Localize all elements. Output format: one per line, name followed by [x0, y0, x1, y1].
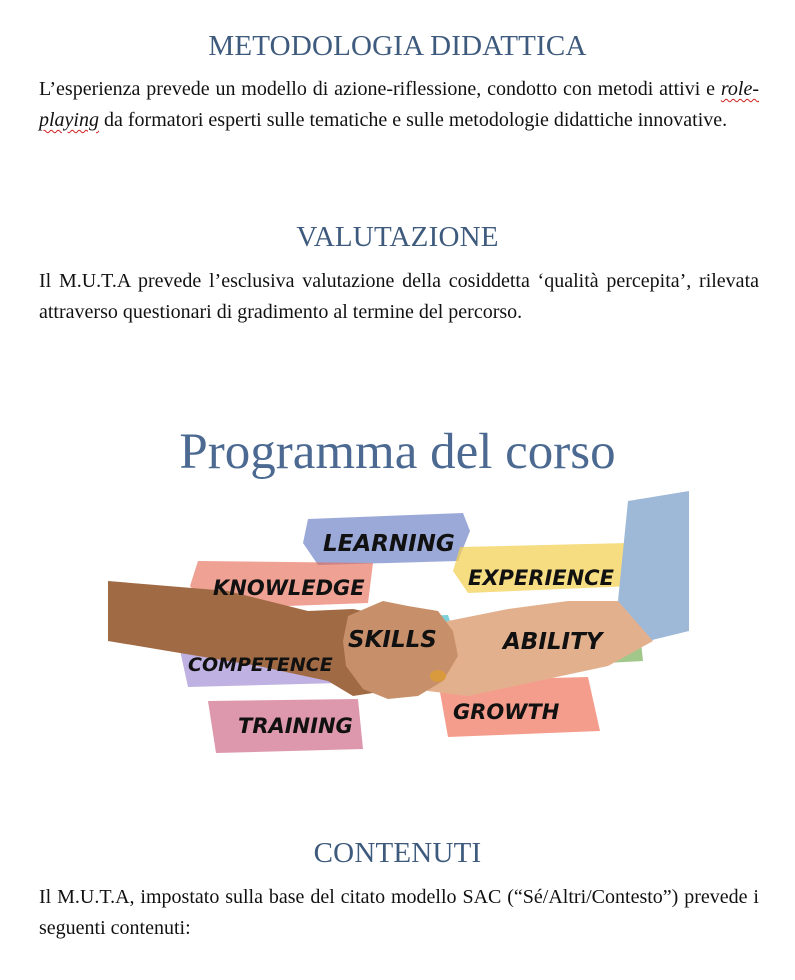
word-competence: COMPETENCE	[188, 654, 333, 676]
ring	[430, 670, 446, 682]
role-playing-term: role-playing	[39, 78, 759, 131]
word-growth: GROWTH	[453, 700, 560, 724]
paragraph-contenuti: Il M.U.T.A, impostato sulla base del citato modello SAC (“Sé/Altri/Contesto”) prevede i seguenti contenuti:	[39, 886, 759, 939]
word-experience: EXPERIENCE	[468, 566, 614, 590]
word-ability: ABILITY	[503, 629, 603, 655]
handshake-illustration	[108, 491, 689, 759]
paragraph-valutazione: Il M.U.T.A prevede l’esclusiva valutazione della cosiddetta ‘qualità percepita’, rilevata attraverso questionari di gradimento al termine del percorso.	[39, 270, 759, 323]
word-skills: SKILLS	[348, 627, 437, 653]
paragraph-metodologia-end: da formatori esperti sulle tematiche e sulle metodologie didattiche innovative.	[99, 109, 728, 131]
heading-valutazione: VALUTAZIONE	[296, 221, 499, 253]
paragraph-metodologia	[39, 74, 759, 136]
heading-contenuti: CONTENUTI	[313, 837, 482, 869]
program-title: Programma del corso	[179, 424, 616, 480]
word-knowledge: KNOWLEDGE	[213, 576, 365, 600]
handshake-skills-image	[108, 491, 689, 759]
word-learning: LEARNING	[323, 531, 455, 557]
word-training: TRAINING	[238, 714, 353, 738]
paragraph-metodologia-start: L’esperienza prevede un modello di azione-riflessione, condotto con metodi attivi e	[39, 78, 721, 100]
heading-metodologia: METODOLOGIA DIDATTICA	[208, 30, 587, 62]
